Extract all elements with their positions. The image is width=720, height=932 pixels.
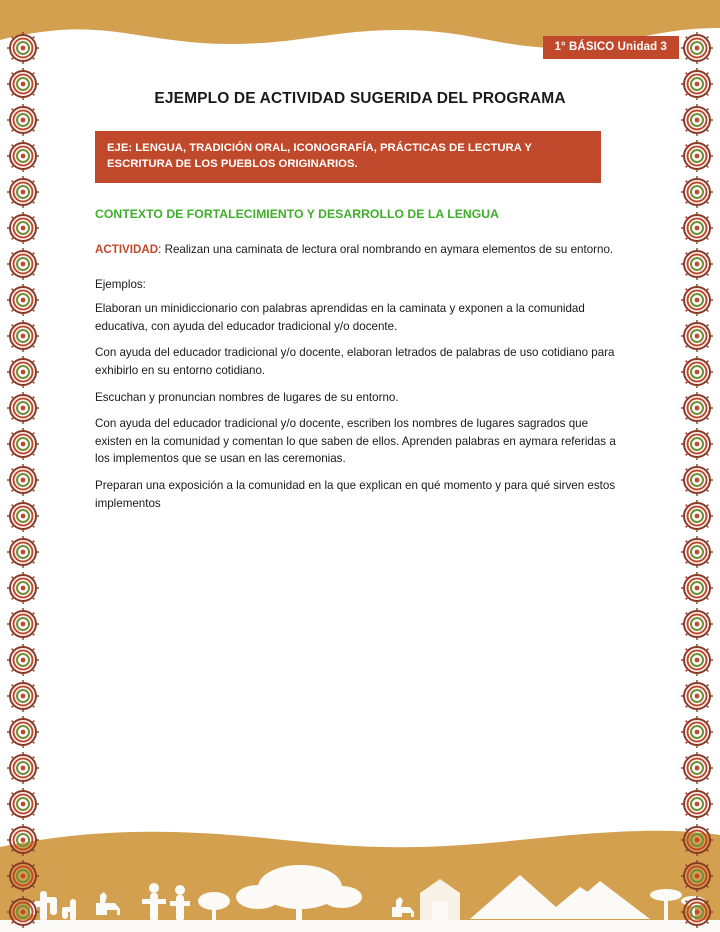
bottom-decorative-band: [0, 817, 720, 932]
activity-text: : Realizan una caminata de lectura oral nombrando en aymara elementos de su entorno.: [158, 242, 614, 256]
activity-label: ACTIVIDAD: [95, 242, 159, 256]
right-decorative-border: [674, 0, 720, 932]
example-paragraph: Escuchan y pronuncian nombres de lugares de su entorno.: [95, 390, 399, 404]
document-content: [95, 82, 625, 512]
page-title: EJEMPLO DE ACTIVIDAD SUGERIDA DEL PROGRAMA: [154, 90, 566, 107]
examples-label: Ejemplos:: [95, 278, 146, 292]
unit-badge: 1° BÁSICO Unidad 3: [543, 36, 679, 59]
example-paragraph: Con ayuda del educador tradicional y/o docente, elaboran letrados de palabras de uso cotidiano para exhibirlo en su entorno cotidiano.: [95, 346, 615, 377]
example-paragraph: Con ayuda del educador tradicional y/o docente, escriben los nombres de lugares sagrados que existen en la comunidad y comentan lo que saben de ellos. Aprenden palabras en aymara referidas a los implementos que se usan en las ceremonias.: [95, 417, 616, 466]
left-decorative-border: [0, 0, 46, 932]
example-paragraph: Preparan una exposición a la comunidad en la que explican en qué momento y para qué sirven estos implementos: [95, 479, 616, 510]
context-heading: CONTEXTO DE FORTALECIMIENTO Y DESARROLLO DE LA LENGUA: [95, 206, 499, 221]
example-paragraph: Elaboran un minidiccionario con palabras aprendidas en la caminata y exponen a la comunidad educativa, con ayuda del educador tradicional y/o docente.: [95, 302, 585, 333]
activity-line: [95, 241, 625, 258]
eje-banner: EJE: LENGUA, TRADICIÓN ORAL, ICONOGRAFÍA, PRÁCTICAS DE LECTURA Y ESCRITURA DE LOS PUEBLOS ORIGINARIOS.: [95, 131, 601, 183]
